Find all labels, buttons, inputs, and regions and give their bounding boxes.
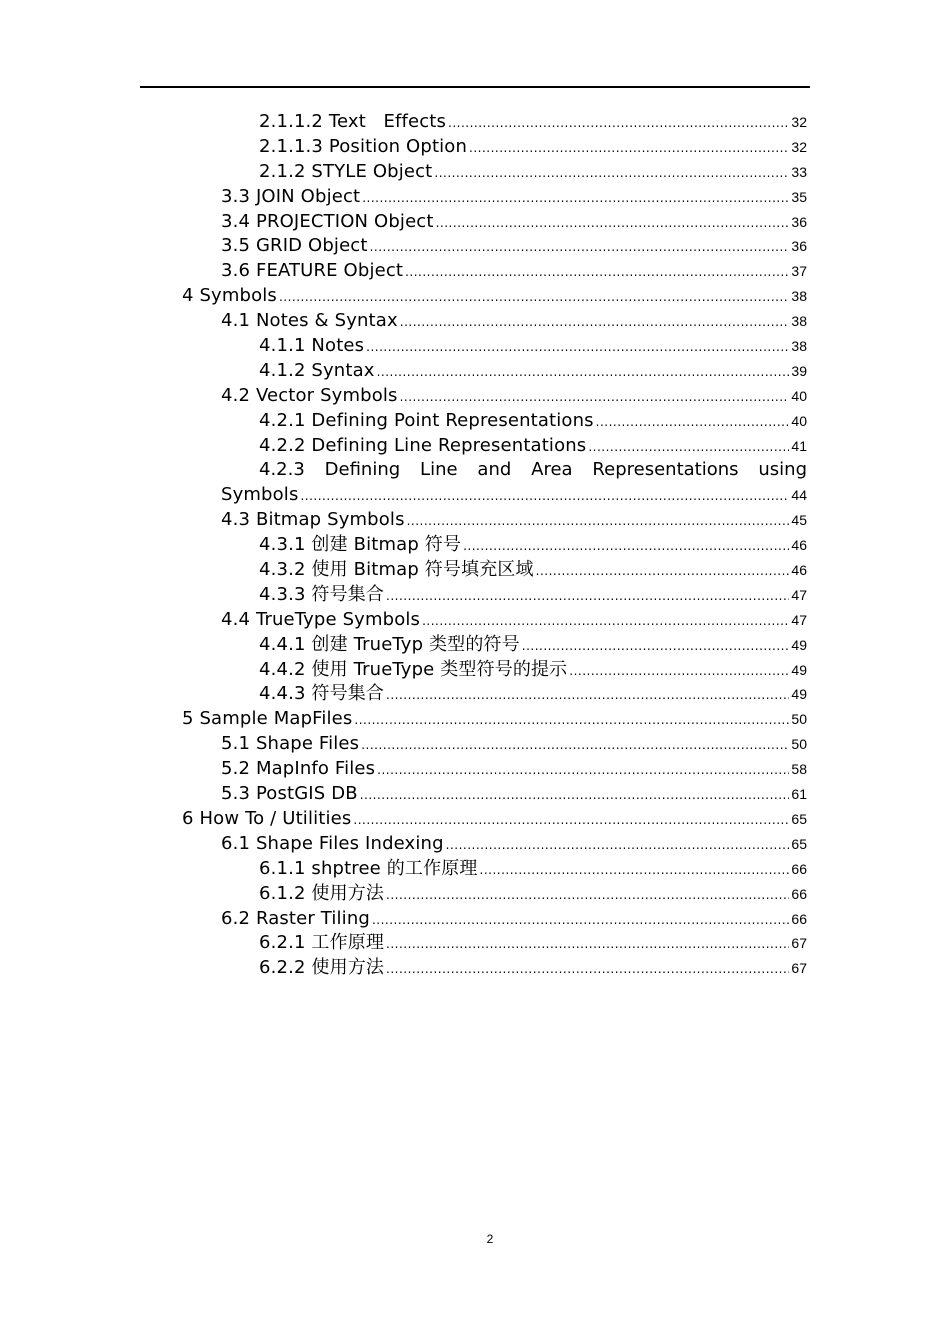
toc-entry-page: 67 <box>791 935 807 952</box>
toc-entry-title: Symbols <box>221 484 299 506</box>
toc-entry-title: 2.1.1.3 Position Option <box>259 135 468 157</box>
toc-entry-page: 66 <box>791 860 807 877</box>
toc-entry-page: 49 <box>791 661 807 678</box>
toc-entry-title: 4.2 Vector Symbols <box>221 384 398 406</box>
toc-entry[interactable] <box>0 907 950 932</box>
dot-leader <box>279 285 789 310</box>
toc-entry-page: 67 <box>791 960 807 977</box>
dot-leader <box>386 957 789 982</box>
toc-entry-title: 6.1.1 shptree 的工作原理 <box>259 857 478 879</box>
toc-entry[interactable] <box>0 682 950 707</box>
dot-leader <box>448 111 789 136</box>
toc-entry-page: 47 <box>791 611 807 628</box>
toc-entry[interactable] <box>0 583 950 608</box>
toc-entry-page: 32 <box>791 138 807 155</box>
toc-entry-page: 35 <box>791 188 807 205</box>
dot-leader <box>362 186 789 211</box>
toc-entry-title: 6.1.2 使用方法 <box>259 882 385 904</box>
toc-entry-title: 6.2.2 使用方法 <box>259 957 385 979</box>
toc-entry[interactable] <box>0 185 950 210</box>
toc-entry-title: 5 Sample MapFiles <box>182 708 353 730</box>
toc-entry[interactable] <box>0 508 950 533</box>
toc-entry[interactable] <box>0 782 950 807</box>
toc-entry-page: 37 <box>791 263 807 280</box>
toc-entry[interactable] <box>0 483 950 508</box>
toc-entry-page: 47 <box>791 586 807 603</box>
dot-leader <box>300 484 789 509</box>
toc-entry-title: 4.3.1 创建 Bitmap 符号 <box>259 534 462 556</box>
dot-leader <box>361 733 789 758</box>
dot-leader <box>377 758 789 783</box>
toc-entry-wrapped[interactable] <box>0 458 950 483</box>
toc-entry[interactable] <box>0 658 950 683</box>
toc-entry[interactable] <box>0 533 950 558</box>
toc-entry-title: 5.3 PostGIS DB <box>221 783 358 805</box>
toc-entry-page: 33 <box>791 163 807 180</box>
toc-entry-title: 4.1.1 Notes <box>259 335 365 357</box>
toc-entry-page: 36 <box>791 238 807 255</box>
toc-entry[interactable] <box>0 284 950 309</box>
dot-leader <box>386 584 789 609</box>
toc-entry[interactable] <box>0 160 950 185</box>
toc-entry-page: 32 <box>791 114 807 130</box>
toc-entry-page: 38 <box>791 338 807 355</box>
toc-entry-page: 49 <box>791 686 807 703</box>
toc-entry[interactable] <box>0 434 950 459</box>
dot-leader <box>386 883 789 908</box>
toc-entry-page: 58 <box>791 761 807 778</box>
toc-entry[interactable] <box>0 931 950 956</box>
toc-entry-title: 4.3.3 符号集合 <box>259 583 385 605</box>
toc-entry[interactable] <box>0 135 950 160</box>
dot-leader <box>569 659 789 684</box>
toc-entry-title: 4.2.3 Defining Line and Area Representations using <box>259 459 807 481</box>
toc-entry[interactable] <box>0 882 950 907</box>
toc-entry-title: 4.4.2 使用 TrueType 类型符号的提示 <box>259 658 568 680</box>
toc-entry[interactable] <box>0 807 950 832</box>
dot-leader <box>536 559 790 584</box>
toc-entry-page: 66 <box>791 885 807 902</box>
toc-entry[interactable] <box>0 110 950 135</box>
toc-entry[interactable] <box>0 956 950 981</box>
toc-entry-title: 4.3 Bitmap Symbols <box>221 509 405 531</box>
toc-entry-page: 61 <box>791 786 807 803</box>
toc-entry[interactable] <box>0 210 950 235</box>
toc-entry-page: 38 <box>791 288 807 305</box>
toc-entry-title: 3.3 JOIN Object <box>221 185 361 207</box>
dot-leader <box>353 808 789 833</box>
toc-entry-title: 2.1.2 STYLE Object <box>259 160 433 182</box>
dot-leader <box>360 783 790 808</box>
toc-entry-page: 45 <box>791 512 807 529</box>
dot-leader <box>436 211 790 236</box>
toc-entry-title: 4.4 TrueType Symbols <box>221 608 421 630</box>
toc-entry-page: 49 <box>791 636 807 653</box>
page-number: 2 <box>486 1232 494 1246</box>
toc-entry-title: 4 Symbols <box>182 285 277 307</box>
toc-entry[interactable] <box>0 384 950 409</box>
dot-leader <box>372 908 789 933</box>
dot-leader <box>469 136 789 161</box>
dot-leader <box>422 609 789 634</box>
dot-leader <box>434 161 789 186</box>
toc-entry-page: 50 <box>791 711 807 728</box>
toc-entry-page: 46 <box>791 562 807 579</box>
toc-entry-page: 40 <box>791 387 807 404</box>
toc-entry-page: 65 <box>791 810 807 827</box>
dot-leader <box>588 435 789 460</box>
header-rule <box>140 86 810 88</box>
dot-leader <box>386 932 789 957</box>
dot-leader <box>400 310 790 335</box>
toc-entry-page: 65 <box>791 835 807 852</box>
toc-entry-page: 44 <box>791 487 807 504</box>
dot-leader <box>377 360 790 385</box>
dot-leader <box>366 335 789 360</box>
toc-entry[interactable] <box>0 707 950 732</box>
toc-entry-page: 66 <box>791 910 807 927</box>
toc-entry-title: 4.1 Notes & Syntax <box>221 310 398 332</box>
toc-entry-title: 5.1 Shape Files <box>221 733 360 755</box>
toc-entry-title: 2.1.1.2 Text Effects <box>259 111 447 132</box>
toc-entry[interactable] <box>0 558 950 583</box>
dot-leader <box>400 385 790 410</box>
toc-entry-title: 4.4.1 创建 TrueTyp 类型的符号 <box>259 633 520 655</box>
toc-entry-title: 3.6 FEATURE Object <box>221 260 404 282</box>
toc-entry[interactable] <box>0 334 950 359</box>
toc-entry-title: 4.1.2 Syntax <box>259 359 375 381</box>
toc-entry-page: 41 <box>791 437 807 454</box>
toc-entry[interactable] <box>0 608 950 633</box>
toc-entry[interactable] <box>0 309 950 334</box>
toc-entry-page: 36 <box>791 213 807 230</box>
toc-entry-title: 6.2 Raster Tiling <box>221 907 370 929</box>
toc-entry[interactable] <box>0 259 950 284</box>
table-of-contents <box>0 110 950 981</box>
toc-entry-page: 40 <box>791 412 807 429</box>
toc-entry-title: 5.2 MapInfo Files <box>221 758 376 780</box>
dot-leader <box>386 683 789 708</box>
toc-entry-page: 46 <box>791 537 807 554</box>
dot-leader <box>370 235 790 260</box>
toc-entry-title: 4.4.3 符号集合 <box>259 683 385 705</box>
toc-entry-title: 3.5 GRID Object <box>221 235 368 257</box>
toc-entry-title: 6.1 Shape Files Indexing <box>221 832 444 854</box>
toc-entry-page: 50 <box>791 736 807 753</box>
toc-entry[interactable] <box>0 409 950 434</box>
toc-entry[interactable] <box>0 633 950 658</box>
toc-entry[interactable] <box>0 757 950 782</box>
toc-entry[interactable] <box>0 832 950 857</box>
toc-entry-title: 6 How To / Utilities <box>182 807 352 829</box>
toc-entry-title: 4.2.1 Defining Point Representations <box>259 409 594 431</box>
toc-entry[interactable] <box>0 359 950 384</box>
dot-leader <box>463 534 789 559</box>
toc-entry[interactable] <box>0 732 950 757</box>
toc-entry-title: 4.3.2 使用 Bitmap 符号填充区域 <box>259 559 534 581</box>
toc-entry-title: 4.2.2 Defining Line Representations <box>259 434 587 456</box>
toc-entry-title: 6.2.1 工作原理 <box>259 932 385 954</box>
toc-entry-page: 38 <box>791 313 807 330</box>
toc-entry[interactable] <box>0 857 950 882</box>
dot-leader <box>405 260 789 285</box>
dot-leader <box>480 858 790 883</box>
dot-leader <box>522 634 790 659</box>
dot-leader <box>446 833 790 858</box>
toc-entry-page: 39 <box>791 362 807 379</box>
toc-entry-title: 3.4 PROJECTION Object <box>221 210 434 232</box>
dot-leader <box>407 509 790 534</box>
dot-leader <box>354 708 789 733</box>
toc-entry[interactable] <box>0 234 950 259</box>
dot-leader <box>596 410 790 435</box>
